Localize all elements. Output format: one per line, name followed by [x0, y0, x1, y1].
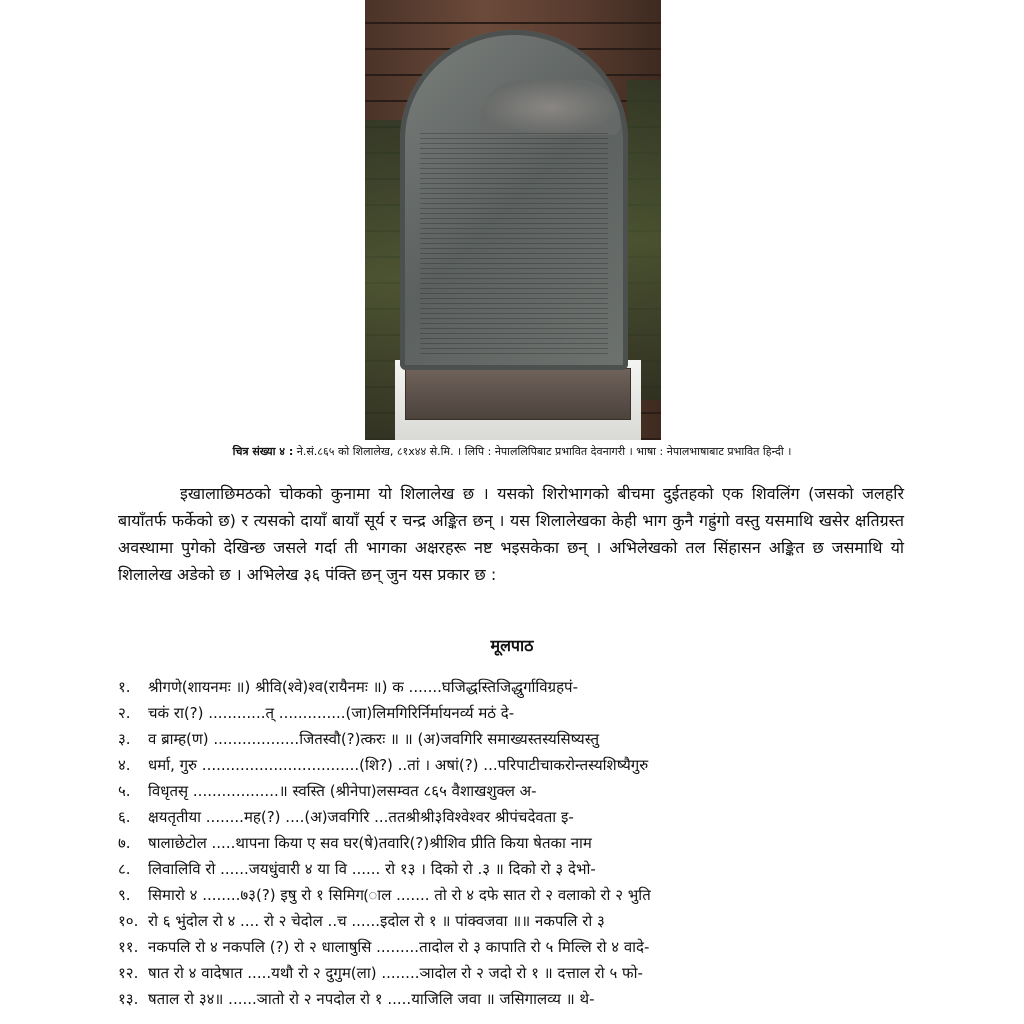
line-number: ४. [118, 756, 131, 774]
inscription-line [118, 752, 918, 778]
line-text: सिमारो ४ ........७३(?) इषु रो १ सिमिग(ाल ....... तो रो ४ दफे सात रो २ वलाको रो २ भुति [148, 886, 651, 904]
line-text: लिवालिवि रो ......जयधुंवारी ४ या वि ...... रो १३ । दिको रो .३ ॥ दिको रो ३ देभो- [148, 860, 596, 878]
line-text: नकपलि रो ४ नकपलि (?) रो २ धालाषुसि .........तादोल रो ३ कापाति रो ५ मिल्लि रो ४ वादे- [148, 938, 650, 956]
line-text: षताल रो ३४॥ ......ञातो रो २ नपदोल रो १ .....याजिलि जवा ॥ जसिगालव्य ॥ थे- [148, 990, 595, 1008]
line-text: व ब्राम्ह(ण) ..................जितस्वौ(?)त्करः ॥ ॥ (अ)जवगिरि समाख्यस्तस्यसिष्यस्तु [148, 730, 600, 748]
moss-right [627, 80, 661, 400]
inscription-line [118, 700, 918, 726]
inscription-line [118, 778, 918, 804]
inscription-line [118, 804, 918, 830]
inscription-line [118, 882, 918, 908]
inscription-lines [118, 674, 918, 1012]
line-number: ३. [118, 730, 131, 748]
line-text: धर्मा, गुरु .................................(शि?) ..तां । अषां(?) ...परिपाटीचाकरोन्तस्यशिष्यैगुरु [148, 756, 649, 774]
line-number: ७. [118, 834, 131, 852]
line-text: रो ६ भुंदोल रो ४ .... रो २ चेदोल ..च ......इदोल रो १ ॥ पांक्वजवा ॥॥ नकपलि रो ३ [148, 912, 605, 930]
inscription-line [118, 960, 918, 986]
line-text: विधृतसृ ..................॥ स्वस्ति (श्रीनेपा)लसम्वत ८६५ वैशाखशुक्ल अ- [148, 782, 537, 800]
line-number: ११. [118, 938, 139, 956]
line-number: १०. [118, 912, 139, 930]
inscription-line [118, 934, 918, 960]
line-text: चकं रा(?) ............त् ..............(जा)लिमगिरिर्निर्मायनर्व्य मठं दे- [148, 704, 515, 722]
line-number: १३. [118, 990, 139, 1008]
section-heading: मूलपाठ [490, 636, 534, 655]
figure-caption [0, 444, 1024, 459]
line-number: ९. [118, 886, 131, 904]
inscription-line [118, 856, 918, 882]
inscription-line [118, 986, 918, 1012]
line-number: १२. [118, 964, 139, 982]
line-text: श्रीगणे(शायनमः ॥) श्रीवि(श्वे)श्व(रायैनमः ॥) क .......घजिद्धस्तिजिद्धुर्गाविग्रहपं- [148, 678, 578, 696]
stele-photograph [365, 0, 661, 440]
caption-label: चित्र संख्या ४ : [232, 445, 294, 458]
line-text: क्षयतृतीया ........मह(?) ....(अ)जवगिरि ...ततश्रीश्री३विश्वेश्वर श्रीपंचदेवता इ- [148, 808, 574, 826]
line-number: ८. [118, 860, 131, 878]
inscription-line [118, 726, 918, 752]
line-number: ५. [118, 782, 131, 800]
shivalinga-carving [480, 80, 620, 135]
inscription-line [118, 908, 918, 934]
line-number: १. [118, 678, 131, 696]
inscribed-stone-stele [400, 30, 628, 370]
inscription-line [118, 674, 918, 700]
stele-pedestal [405, 368, 631, 420]
description-paragraph: इखालाछिमठको चोकको कुनामा यो शिलालेख छ । यसको शिरोभागको बीचमा दुईतहको एक शिवलिंग (जसको जलहरि बायाँतर्फ फर्केको छ) र त्यसको दायाँ बायाँ सूर्य र चन्द्र अङ्कित छन् । यस शिलालेखका केही भाग कुनै गह्रुंगो वस्तु यसमाथि खसेर क्षतिग्रस्त अवस्थामा पुगेको देखिन्छ जसले गर्दा ती भागका अक्षरहरू नष्ट भइसकेका छन् । अभिलेखको तल सिंहासन अङ्कित छ जसमाथि यो शिलालेख अडेको छ । अभिलेख ३६ पंक्ति छन् जुन यस प्रकार छ : [118, 484, 904, 584]
caption-text: ने.सं.८६५ को शिलालेख, ८१x४४ से.मि. । लिपि : नेपाललिपिबाट प्रभावित देवनागरी । भाषा : नेपालभाषाबाट प्रभावित हिन्दी । [296, 445, 792, 458]
line-text: षालाछेटोल .....थापना किया ए सव घर(षे)तवारि(?)श्रीशिव प्रीति किया षेतका नाम [148, 834, 592, 852]
line-number: २. [118, 704, 131, 722]
line-number: ६. [118, 808, 131, 826]
line-text: षात रो ४ वादेषात .....यथौ रो २ दुगुम(ला) ........ञादोल रो २ जदो रो १ ॥ दत्ताल रो ५ फो- [148, 964, 643, 982]
inscription-line [118, 830, 918, 856]
